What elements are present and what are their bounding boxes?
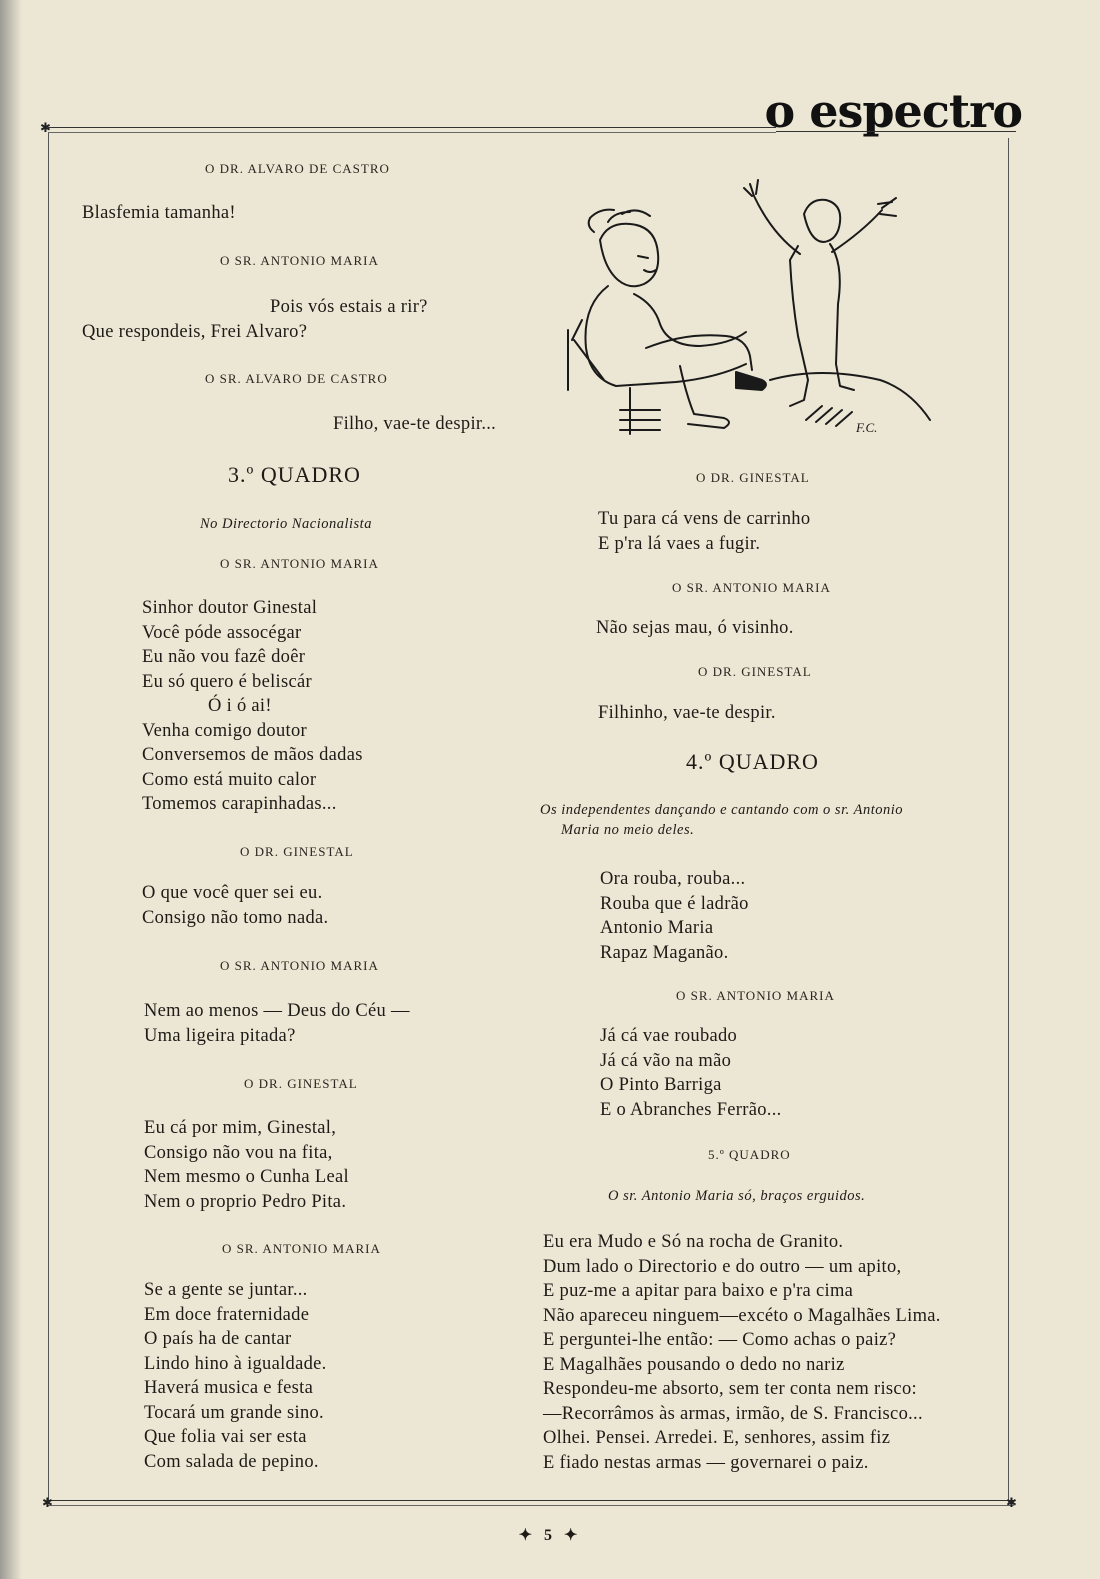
verse-line: Consigo não vou na fita, <box>144 1142 333 1163</box>
verse-line: E perguntei-lhe então: — Como achas o paiz? <box>543 1330 897 1350</box>
seated-head-shape <box>600 224 658 286</box>
bottom-rule-inner <box>48 1505 1014 1506</box>
verse-line: Rouba que é ladrão <box>600 893 749 914</box>
stage-direction: O sr. Antonio Maria só, braços erguidos. <box>608 1188 866 1204</box>
verse-stanza <box>144 1278 327 1474</box>
seated-hair-shape <box>589 210 650 232</box>
seated-face-shape <box>638 256 656 272</box>
verse-stanza <box>144 1116 349 1214</box>
verse-line: Se a gente se juntar... <box>144 1280 308 1300</box>
verse-line: Respondeu-me absorto, sem ter conta nem risco: <box>543 1379 917 1399</box>
verse-line: Conversemos de mãos dadas <box>142 745 363 765</box>
verse-line: Tu para cá vens de carrinho <box>598 509 811 529</box>
verse-line: Que respondeis, Frei Alvaro? <box>82 322 308 342</box>
speaker-label: O SR. ANTONIO MARIA <box>220 253 379 268</box>
verse-line: Dum lado o Directorio e do outro — um apito, <box>543 1256 902 1277</box>
speaker-label: O SR. ANTONIO MARIA <box>220 958 379 973</box>
standing-head-shape <box>804 200 840 242</box>
ornament-icon: ✱ <box>40 120 51 135</box>
ornament-icon: ✱ <box>1006 1495 1017 1510</box>
verse-stanza <box>600 867 749 965</box>
speaker-label: O DR. GINESTAL <box>240 844 354 859</box>
speaker-label: O SR. ANTONIO MARIA <box>676 988 835 1003</box>
verse-line: Venha comigo doutor <box>142 720 307 741</box>
ornament-icon: ✱ <box>42 1495 53 1510</box>
verse-line: Sinhor doutor Ginestal <box>142 598 318 618</box>
verse-line: Tomemos carapinhadas... <box>142 794 337 814</box>
verse-line: Ó i ó ai! <box>208 696 272 716</box>
verse-line: O Pinto Barriga <box>600 1075 722 1095</box>
verse-line: Antonio Maria <box>600 918 714 938</box>
verse-line: Eu não vou fazê doêr <box>142 647 306 667</box>
verse-line: O que você quer sei eu. <box>142 883 323 903</box>
speaker-label: O SR. ANTONIO MARIA <box>220 556 379 571</box>
book-spine-shadow <box>0 0 22 1579</box>
ground-shape <box>770 373 930 426</box>
verse-line: E fiado nestas armas — governarei o paiz. <box>543 1452 869 1473</box>
right-border <box>1008 138 1009 1503</box>
seated-leg-shape <box>646 335 752 370</box>
verse-line: —Recorrâmos às armas, irmão, de S. Francisco... <box>543 1403 923 1424</box>
verse-line: E Magalhães pousando o dedo no nariz <box>543 1354 845 1375</box>
verse-line: O país ha de cantar <box>144 1329 292 1349</box>
stage-direction: No Directorio Nacionalista <box>200 516 372 532</box>
artist-signature: F.C. <box>856 420 878 435</box>
scene-title: 3.º QUADRO <box>228 462 361 487</box>
verse-line: E o Abranches Ferrão... <box>600 1099 782 1120</box>
top-rule <box>48 127 776 128</box>
verse-line: Já cá vae roubado <box>600 1026 738 1046</box>
caricature-illustration <box>560 170 950 455</box>
bottom-rule <box>48 1500 1014 1501</box>
verse-stanza <box>144 999 410 1048</box>
speaker-label: O SR. ANTONIO MARIA <box>672 580 831 595</box>
verse-line: Que folia vai ser esta <box>144 1427 307 1447</box>
verse-line: Como está muito calor <box>142 769 317 790</box>
magazine-logo: o espectro <box>764 84 1022 138</box>
verse-line: Lindo hino à igualdade. <box>144 1353 327 1374</box>
raised-arm-left-shape <box>744 180 800 254</box>
raised-arm-right-shape <box>832 198 896 252</box>
verse-line: Eu cá por mim, Ginestal, <box>144 1118 337 1138</box>
verse-line: Nem o proprio Pedro Pita. <box>144 1191 347 1212</box>
speaker-label: O SR. ALVARO DE CASTRO <box>205 371 388 386</box>
verse-stanza <box>142 596 363 817</box>
scene-title: 5.º QUADRO <box>708 1147 791 1162</box>
verse-line: Filhinho, vae-te despir. <box>598 703 776 723</box>
verse-stanza <box>600 1024 782 1122</box>
verse-line: Não apareceu ninguem—excéto o Magalhães Lima. <box>543 1305 941 1326</box>
verse-line: Não sejas mau, ó visinho. <box>596 618 794 638</box>
verse-line: Blasfemia tamanha! <box>82 203 236 223</box>
verse-stanza <box>142 881 328 930</box>
speaker-label: O SR. ANTONIO MARIA <box>222 1241 381 1256</box>
verse-line: Com salada de pepino. <box>144 1451 319 1472</box>
verse-line: Já cá vão na mão <box>600 1050 732 1071</box>
verse-line: Rapaz Maganão. <box>600 942 729 963</box>
seated-leg2-shape <box>680 366 729 428</box>
verse-stanza <box>543 1230 941 1475</box>
verse-line: Filho, vae-te despir... <box>333 414 497 434</box>
left-border <box>48 133 49 1503</box>
verse-stanza <box>598 507 810 556</box>
top-rule-right <box>776 131 1016 132</box>
speaker-label: O DR. GINESTAL <box>696 470 810 485</box>
verse-line: Nem mesmo o Cunha Leal <box>144 1167 349 1187</box>
verse-line: Eu era Mudo e Só na rocha de Granito. <box>543 1232 844 1252</box>
verse-line: Em doce fraternidade <box>144 1304 310 1325</box>
standing-body-shape <box>790 244 854 406</box>
verse-line: Pois vós estais a rir? <box>270 297 428 317</box>
verse-line: Eu só quero é beliscár <box>142 671 312 692</box>
page-number: ✦ 5 ✦ <box>518 1527 582 1544</box>
verse-line: Consigo não tomo nada. <box>142 907 329 928</box>
speaker-label: O DR. GINESTAL <box>698 664 812 679</box>
stage-direction: Os independentes dançando e cantando com o sr. Antonio <box>540 802 904 818</box>
scene-title: 4.º QUADRO <box>686 749 819 774</box>
verse-line: Uma ligeira pitada? <box>144 1025 296 1046</box>
verse-line: Tocará um grande sino. <box>144 1402 324 1423</box>
stage-direction: Maria no meio deles. <box>561 822 695 838</box>
verse-line: Nem ao menos — Deus do Céu — <box>144 1001 410 1021</box>
verse-line: Você póde assocégar <box>142 622 302 643</box>
speaker-label: O DR. ALVARO DE CASTRO <box>205 161 390 176</box>
verse-line: E puz-me a apitar para baixo e p'ra cima <box>543 1281 854 1301</box>
speaker-label: O DR. GINESTAL <box>244 1076 358 1091</box>
verse-line: Ora rouba, rouba... <box>600 869 746 889</box>
seated-foot-shape <box>736 372 766 390</box>
seated-arm-shape <box>634 294 746 346</box>
top-rule-inner <box>48 132 776 133</box>
verse-line: Olhei. Pensei. Arredei. E, senhores, assim fiz <box>543 1428 891 1448</box>
verse-line: Haverá musica e festa <box>144 1378 314 1398</box>
verse-line: E p'ra lá vaes a fugir. <box>598 533 761 554</box>
